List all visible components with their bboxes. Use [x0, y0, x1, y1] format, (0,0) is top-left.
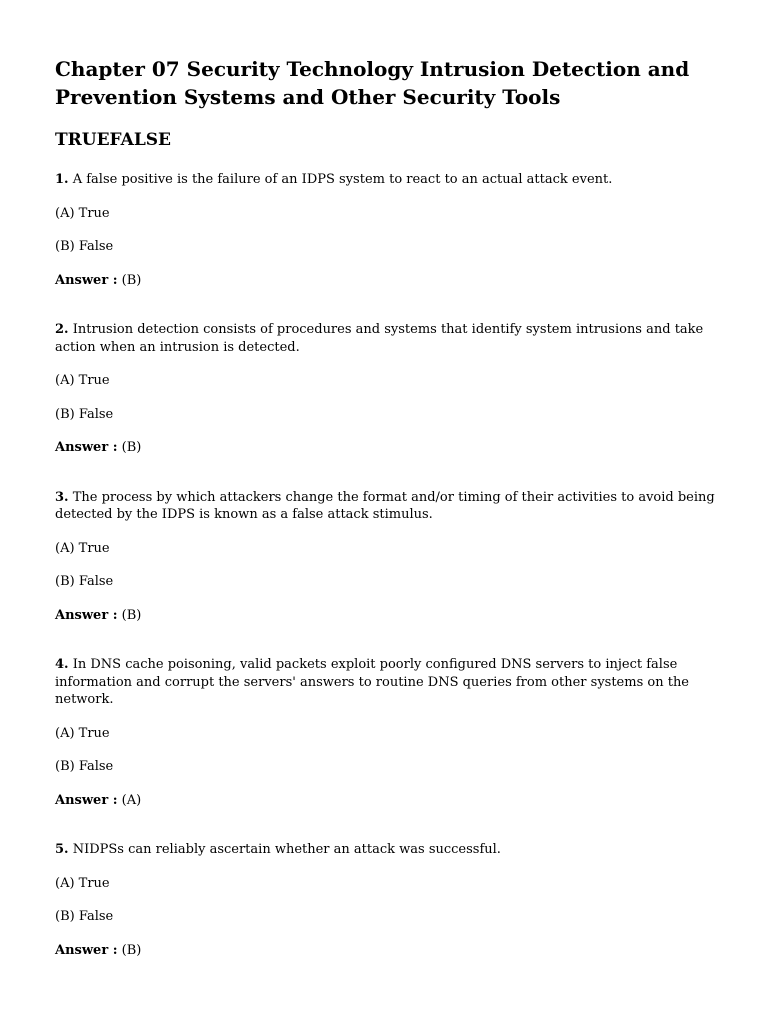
question-number: 4.	[55, 657, 69, 672]
question-body: NIDPSs can reliably ascertain whether an attack was successful.	[72, 842, 501, 857]
option-b: (B) False	[55, 759, 114, 774]
option-a: (A) True	[55, 875, 110, 891]
answer-value: (A)	[121, 792, 142, 808]
answer-line	[55, 272, 728, 290]
section-heading: TRUEFALSE	[55, 130, 172, 150]
question-1	[55, 171, 728, 289]
answer-label: Answer :	[55, 942, 118, 958]
question-body: Intrusion detection consists of procedures and systems that identify system intrusions and take action when an intrusion is detected.	[55, 322, 704, 355]
option-a: (A) True	[55, 373, 110, 388]
question-text	[55, 841, 715, 859]
question-text	[55, 171, 715, 189]
answer-line	[55, 439, 728, 457]
question-number: 5.	[55, 842, 69, 857]
question-number: 3.	[55, 489, 69, 505]
answer-label: Answer :	[55, 792, 118, 808]
option-b: (B) False	[55, 574, 114, 589]
option-b: (B) False	[55, 239, 114, 254]
answer-value: (B)	[121, 942, 142, 958]
answer-value: (B)	[121, 272, 142, 288]
answer-value: (B)	[121, 607, 142, 623]
question-body: A false positive is the failure of an IDPS system to react to an actual attack event.	[72, 172, 613, 187]
option-a: (A) True	[55, 725, 110, 741]
answer-line	[55, 792, 728, 810]
question-5	[55, 841, 728, 959]
question-text	[55, 321, 715, 356]
question-body: In DNS cache poisoning, valid packets exploit poorly configured DNS servers to inject false information and corrupt the servers' answers to routine DNS queries from other systems on the network.	[55, 657, 690, 707]
answer-value: (B)	[121, 440, 142, 455]
question-text	[55, 656, 715, 709]
answer-label: Answer :	[55, 607, 118, 623]
answer-label: Answer :	[55, 272, 118, 288]
answer-line	[55, 942, 728, 960]
question-3	[55, 489, 728, 625]
answer-line	[55, 607, 728, 625]
question-number: 1.	[55, 172, 69, 187]
question-number: 2.	[55, 322, 69, 337]
question-body: The process by which attackers change the format and/or timing of their activities to avoid being detected by the IDPS is known as a false attack stimulus.	[55, 489, 715, 522]
document-title: Chapter 07 Security Technology Intrusion Detection and Prevention Systems and Other Security Tools	[55, 57, 690, 109]
option-a: (A) True	[55, 205, 110, 221]
question-4	[55, 656, 728, 809]
question-text	[55, 489, 715, 524]
option-b: (B) False	[55, 909, 114, 924]
option-a: (A) True	[55, 540, 110, 556]
question-2	[55, 321, 728, 457]
answer-label: Answer :	[55, 440, 118, 455]
option-b: (B) False	[55, 406, 114, 422]
